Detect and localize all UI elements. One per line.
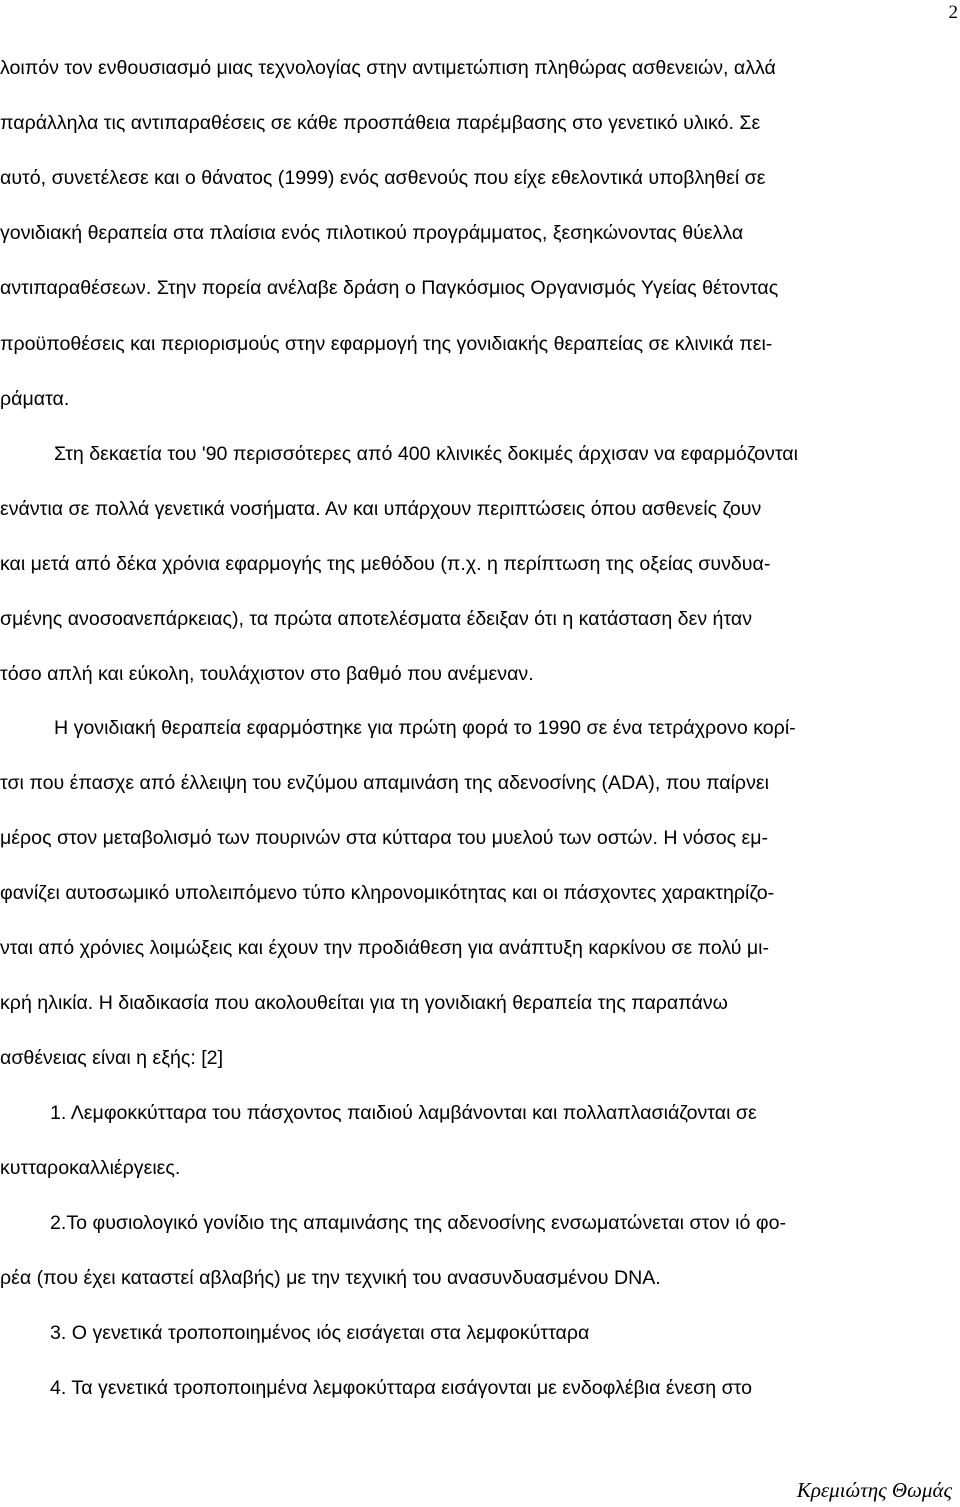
text-line: μέρος στον μεταβολισμό των πουρινών στα κύτταρα του μυελού των οστών. Η νόσος εμ- xyxy=(0,827,769,849)
text-line: κρή ηλικία. Η διαδικασία που ακολουθείται για τη γονιδιακή θεραπεία της παραπάνω xyxy=(0,992,728,1014)
text-line: νται από χρόνιες λοιμώξεις και έχουν την προδιάθεση για ανάπτυξη καρκίνου σε πολύ μι- xyxy=(0,937,770,959)
text-line: φανίζει αυτοσωμικό υπολειπόμενο τύπο κληρονομικότητας και οι πάσχοντες χαρακτηρίζο- xyxy=(0,882,775,904)
list-item: 2.Το φυσιολογικό γονίδιο της απαμινάσης της αδενοσίνης ενσωματώνεται στον ιό φο- xyxy=(50,1212,786,1234)
text-line: Η γονιδιακή θεραπεία εφαρμόστηκε για πρώτη φορά το 1990 σε ένα τετράχρονο κορί- xyxy=(54,717,796,739)
text-line: ασθένειας είναι η εξής: [2] xyxy=(0,1047,224,1069)
text-line: ενάντια σε πολλά γενετικά νοσήματα. Αν και υπάρχουν περιπτώσεις όπου ασθενείς ζουν xyxy=(0,498,762,520)
list-item: 3. Ο γενετικά τροποποιημένος ιός εισάγεται στα λεμφοκύτταρα xyxy=(50,1322,590,1344)
text-line: παράλληλα τις αντιπαραθέσεις σε κάθε προσπάθεια παρέμβασης στο γενετικό υλικό. Σε xyxy=(0,112,761,134)
text-line: κυτταροκαλλιέργειες. xyxy=(0,1157,181,1179)
text-line: και μετά από δέκα χρόνια εφαρμογής της μεθόδου (π.χ. η περίπτωση της οξείας συνδυα- xyxy=(0,553,771,575)
text-line: γονιδιακή θεραπεία στα πλαίσια ενός πιλοτικού προγράμματος, ξεσηκώνοντας θύελλα xyxy=(0,222,744,244)
text-line: τσι που έπασχε από έλλειψη του ενζύμου απαμινάση της αδενοσίνης (ADA), που παίρνει xyxy=(0,772,769,794)
text-line: αυτό, συνετέλεσε και ο θάνατος (1999) ενός ασθενούς που είχε εθελοντικά υποβληθεί σε xyxy=(0,167,766,189)
text-line: ρέα (που έχει καταστεί αβλαβής) με την τεχνική του ανασυνδυασμένου DNA. xyxy=(0,1267,661,1289)
text-line: ράματα. xyxy=(0,388,70,410)
list-item: 4. Τα γενετικά τροποποιημένα λεμφοκύτταρα εισάγονται με ενδοφλέβια ένεση στο xyxy=(50,1377,753,1399)
text-line: προϋποθέσεις και περιορισμούς στην εφαρμογή της γονιδιακής θεραπείας σε κλινικά πει- xyxy=(0,333,773,355)
text-line: σμένης ανοσοανεπάρκειας), τα πρώτα αποτελέσματα έδειξαν ότι η κατάσταση δεν ήταν xyxy=(0,608,753,630)
text-line: αντιπαραθέσεων. Στην πορεία ανέλαβε δράση ο Παγκόσμιος Οργανισμός Υγείας θέτοντας xyxy=(0,277,779,299)
text-line: λοιπόν τον ενθουσιασμό μιας τεχνολογίας στην αντιμετώπιση πληθώρας ασθενειών, αλλά xyxy=(0,57,776,79)
author-footer: Κρεμιώτης Θωμάς xyxy=(796,1478,952,1502)
text-line: τόσο απλή και εύκολη, τουλάχιστον στο βαθμό που ανέμεναν. xyxy=(0,663,534,685)
text-line: Στη δεκαετία του '90 περισσότερες από 400 κλινικές δοκιμές άρχισαν να εφαρμόζονται xyxy=(54,443,798,465)
page-number: 2 xyxy=(948,2,958,23)
list-item: 1. Λεμφοκκύτταρα του πάσχοντος παιδιού λαμβάνονται και πολλαπλασιάζονται σε xyxy=(50,1102,757,1124)
